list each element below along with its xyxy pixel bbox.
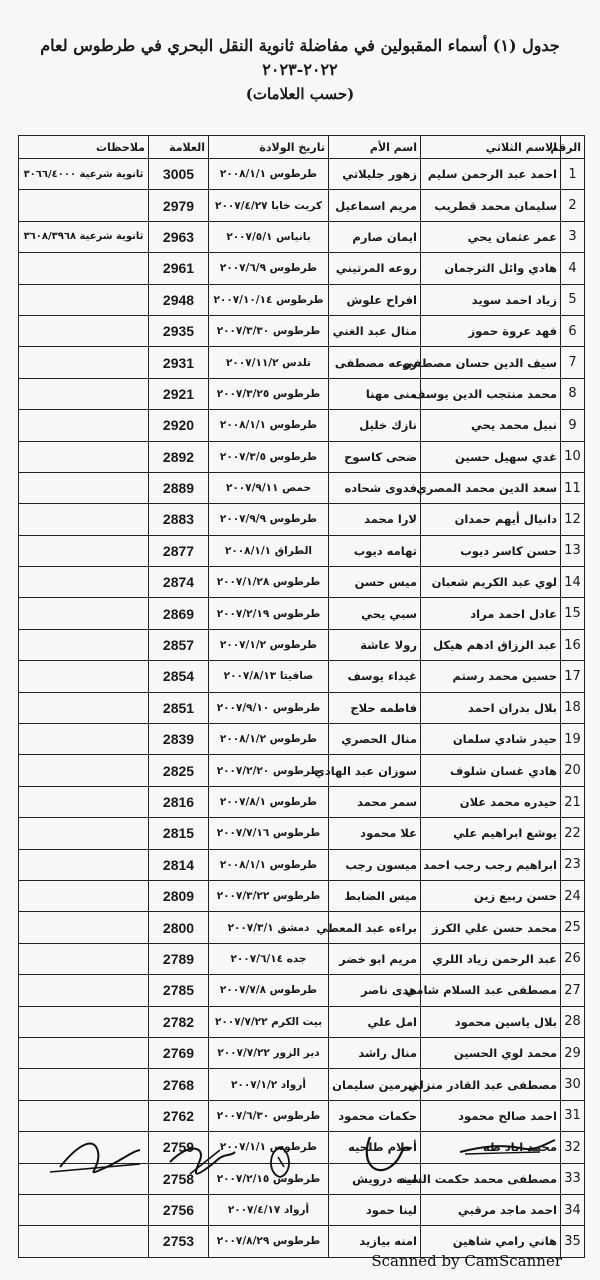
cell-name: احمد صالح محمود bbox=[421, 1100, 561, 1131]
signature-mark bbox=[460, 1140, 555, 1154]
header-name: الاسم الثلاثي bbox=[421, 136, 561, 159]
cell-notes bbox=[19, 1006, 149, 1037]
cell-num: 2 bbox=[561, 190, 585, 221]
cell-num: 3 bbox=[561, 221, 585, 252]
cell-mother: مريم ابو خضر bbox=[329, 943, 421, 974]
cell-score: 2825 bbox=[149, 755, 209, 786]
cell-notes bbox=[19, 472, 149, 503]
cell-birth: كريت خابا ٢٠٠٧/٤/٢٧ bbox=[209, 190, 329, 221]
cell-birth: طرطوس ٢٠٠٧/٢/١٥ bbox=[209, 1163, 329, 1194]
cell-name: عادل احمد مراد bbox=[421, 598, 561, 629]
cell-mother: رولا عاشة bbox=[329, 629, 421, 660]
signature-mark bbox=[367, 1137, 410, 1170]
cell-birth: طرطوس ٢٠٠٧/٧/٨ bbox=[209, 975, 329, 1006]
cell-name: سليمان محمد قطريب bbox=[421, 190, 561, 221]
cell-mother: غيداء يوسف bbox=[329, 661, 421, 692]
signature-mark bbox=[271, 1147, 289, 1177]
cell-score: 2753 bbox=[149, 1226, 209, 1257]
cell-name: هاني رامي شاهين bbox=[421, 1226, 561, 1257]
cell-mother: لينا حمود bbox=[329, 1194, 421, 1225]
cell-mother: ايمان صارم bbox=[329, 221, 421, 252]
cell-name: ابراهيم رجب رجب احمد bbox=[421, 849, 561, 880]
cell-mother: فاطمه حلاج bbox=[329, 692, 421, 723]
cell-name: هادي غسان شلوف bbox=[421, 755, 561, 786]
cell-score: 2800 bbox=[149, 912, 209, 943]
cell-num: 14 bbox=[561, 567, 585, 598]
table-row bbox=[19, 943, 585, 974]
cell-score: 2857 bbox=[149, 629, 209, 660]
cell-notes bbox=[19, 786, 149, 817]
table-row bbox=[19, 284, 585, 315]
cell-birth: طرطوس ٢٠٠٧/١/٢٨ bbox=[209, 567, 329, 598]
cell-score: 2768 bbox=[149, 1069, 209, 1100]
cell-name: احمد عبد الرحمن سليم bbox=[421, 159, 561, 190]
cell-mother: زهور جليلاتي bbox=[329, 159, 421, 190]
cell-birth: طرطوس ٢٠٠٧/٨/١ bbox=[209, 786, 329, 817]
table-row bbox=[19, 315, 585, 346]
header-notes: ملاحظات bbox=[19, 136, 149, 159]
cell-mother: لارا محمد bbox=[329, 504, 421, 535]
cell-score: 2874 bbox=[149, 567, 209, 598]
cell-score: 2782 bbox=[149, 1006, 209, 1037]
cell-num: 4 bbox=[561, 253, 585, 284]
cell-mother: امل علي bbox=[329, 1006, 421, 1037]
cell-notes bbox=[19, 284, 149, 315]
cell-score: 2935 bbox=[149, 315, 209, 346]
cell-notes bbox=[19, 504, 149, 535]
table-row bbox=[19, 472, 585, 503]
cell-notes bbox=[19, 347, 149, 378]
cell-num: 18 bbox=[561, 692, 585, 723]
cell-birth: طرطوس ٢٠٠٧/٦/٩ bbox=[209, 253, 329, 284]
results-table bbox=[18, 135, 585, 1258]
cell-mother: نازك خليل bbox=[329, 410, 421, 441]
table-row bbox=[19, 1006, 585, 1037]
cell-mother: أحلام طلحيه bbox=[329, 1132, 421, 1163]
cell-score: 2883 bbox=[149, 504, 209, 535]
table-row bbox=[19, 912, 585, 943]
cell-birth: طرطوس ٢٠٠٧/٢/١٩ bbox=[209, 598, 329, 629]
cell-score: 2920 bbox=[149, 410, 209, 441]
cell-name: يوشع ابراهيم علي bbox=[421, 818, 561, 849]
cell-score: 2839 bbox=[149, 724, 209, 755]
cell-num: 12 bbox=[561, 504, 585, 535]
cell-birth: دير الزور ٢٠٠٧/٧/٢٢ bbox=[209, 1037, 329, 1068]
cell-score: 3005 bbox=[149, 159, 209, 190]
cell-notes bbox=[19, 912, 149, 943]
cell-name: محمد حسن علي الكرز bbox=[421, 912, 561, 943]
cell-birth: بيت الكرم ٢٠٠٧/٧/٢٢ bbox=[209, 1006, 329, 1037]
cell-mother: لبنه درويش bbox=[329, 1163, 421, 1194]
cell-notes bbox=[19, 253, 149, 284]
cell-birth: دمشق ٢٠٠٧/٣/١ bbox=[209, 912, 329, 943]
document-subtitle: (حسب العلامات) bbox=[245, 85, 355, 103]
cell-birth: الطراق ٢٠٠٨/١/١ bbox=[209, 535, 329, 566]
cell-mother: سمر محمد bbox=[329, 786, 421, 817]
cell-mother: سوزان عبد الهادي bbox=[329, 755, 421, 786]
cell-num: 16 bbox=[561, 629, 585, 660]
cell-score: 2851 bbox=[149, 692, 209, 723]
cell-num: 23 bbox=[561, 849, 585, 880]
cell-notes bbox=[19, 1037, 149, 1068]
table-row bbox=[19, 880, 585, 911]
table-row bbox=[19, 849, 585, 880]
cell-score: 2789 bbox=[149, 943, 209, 974]
table-row bbox=[19, 598, 585, 629]
cell-score: 2815 bbox=[149, 818, 209, 849]
cell-num: 22 bbox=[561, 818, 585, 849]
cell-score: 2756 bbox=[149, 1194, 209, 1225]
cell-mother: فدوى شحاده bbox=[329, 472, 421, 503]
cell-mother: منال الحصري bbox=[329, 724, 421, 755]
cell-name: محمد لوي الحسين bbox=[421, 1037, 561, 1068]
cell-num: 30 bbox=[561, 1069, 585, 1100]
cell-mother: ميس الضابط bbox=[329, 880, 421, 911]
cell-name: مصطفى عبد السلام شامي bbox=[421, 975, 561, 1006]
cell-score: 2854 bbox=[149, 661, 209, 692]
cell-num: 21 bbox=[561, 786, 585, 817]
table-row bbox=[19, 253, 585, 284]
cell-num: 32 bbox=[561, 1132, 585, 1163]
cell-mother: هدى ناصر bbox=[329, 975, 421, 1006]
cell-name: فهد عروة حموز bbox=[421, 315, 561, 346]
cell-score: 2931 bbox=[149, 347, 209, 378]
cell-notes bbox=[19, 1194, 149, 1225]
cell-notes bbox=[19, 190, 149, 221]
cell-name: هادي وائل الترجمان bbox=[421, 253, 561, 284]
cell-score: 2921 bbox=[149, 378, 209, 409]
cell-score: 2869 bbox=[149, 598, 209, 629]
header-score: العلامة bbox=[149, 136, 209, 159]
cell-score: 2963 bbox=[149, 221, 209, 252]
header-birth: تاريخ الولادة bbox=[209, 136, 329, 159]
cell-num: 27 bbox=[561, 975, 585, 1006]
cell-mother: منال عبد الغني bbox=[329, 315, 421, 346]
cell-birth: طرطوس ٢٠٠٧/٣/٥ bbox=[209, 441, 329, 472]
cell-notes bbox=[19, 975, 149, 1006]
cell-mother: افراح علوش bbox=[329, 284, 421, 315]
table-row bbox=[19, 504, 585, 535]
cell-birth: طرطوس ٢٠٠٨/١/١ bbox=[209, 410, 329, 441]
cell-name: عبد الرزاق ادهم هيكل bbox=[421, 629, 561, 660]
cell-notes: ثانوية شرعية ٣٠٦٦/٤٠٠٠ bbox=[19, 159, 149, 190]
table-row bbox=[19, 755, 585, 786]
cell-birth: بانياس ٢٠٠٧/٥/١ bbox=[209, 221, 329, 252]
cell-birth: حمص ٢٠٠٧/٩/١١ bbox=[209, 472, 329, 503]
cell-notes bbox=[19, 1226, 149, 1257]
cell-notes bbox=[19, 661, 149, 692]
cell-birth: طرطوس ٢٠٠٧/١/١ bbox=[209, 1132, 329, 1163]
cell-name: حيدر شادي سلمان bbox=[421, 724, 561, 755]
cell-name: حسن ربيع زين bbox=[421, 880, 561, 911]
cell-num: 19 bbox=[561, 724, 585, 755]
cell-birth: طرطوس ٢٠٠٨/١/١ bbox=[209, 159, 329, 190]
cell-num: 15 bbox=[561, 598, 585, 629]
cell-score: 2785 bbox=[149, 975, 209, 1006]
signatures-area bbox=[40, 1122, 570, 1192]
table-row bbox=[19, 818, 585, 849]
cell-notes bbox=[19, 315, 149, 346]
cell-name: غدي سهيل حسين bbox=[421, 441, 561, 472]
cell-mother: منى مهنا bbox=[329, 378, 421, 409]
cell-notes bbox=[19, 535, 149, 566]
cell-name: لوي عبد الكريم شعبان bbox=[421, 567, 561, 598]
cell-num: 26 bbox=[561, 943, 585, 974]
cell-name: بلال بدران احمد bbox=[421, 692, 561, 723]
cell-mother: براءه عبد المعطي bbox=[329, 912, 421, 943]
cell-notes bbox=[19, 629, 149, 660]
cell-score: 2889 bbox=[149, 472, 209, 503]
cell-score: 2814 bbox=[149, 849, 209, 880]
cell-num: 24 bbox=[561, 880, 585, 911]
cell-notes: ثانوية شرعية ٣٦٠٨/٣٩٦٨ bbox=[19, 221, 149, 252]
cell-name: مصطفى عبد القادر منزلي bbox=[421, 1069, 561, 1100]
cell-mother: علا محمود bbox=[329, 818, 421, 849]
cell-num: 20 bbox=[561, 755, 585, 786]
cell-name: محمد منتجب الدين يوسف bbox=[421, 378, 561, 409]
table-row bbox=[19, 410, 585, 441]
header-mother: اسم الأم bbox=[329, 136, 421, 159]
cell-score: 2769 bbox=[149, 1037, 209, 1068]
cell-num: 28 bbox=[561, 1006, 585, 1037]
cell-score: 2758 bbox=[149, 1163, 209, 1194]
cell-mother: روعه مصطفى bbox=[329, 347, 421, 378]
cell-birth: طرطوس ٢٠٠٨/١/٢ bbox=[209, 724, 329, 755]
signature-mark bbox=[50, 1144, 140, 1173]
cell-birth: طرطوس ٢٠٠٧/١/٢ bbox=[209, 629, 329, 660]
cell-num: 8 bbox=[561, 378, 585, 409]
cell-notes bbox=[19, 724, 149, 755]
cell-score: 2948 bbox=[149, 284, 209, 315]
cell-birth: طرطوس ٢٠٠٧/٨/٢٩ bbox=[209, 1226, 329, 1257]
cell-name: عمر عثمان يحي bbox=[421, 221, 561, 252]
table-row bbox=[19, 159, 585, 190]
cell-notes bbox=[19, 567, 149, 598]
cell-name: حيدره محمد علان bbox=[421, 786, 561, 817]
header-num: الرقم bbox=[561, 136, 585, 159]
cell-birth: جده ٢٠٠٧/٦/١٤ bbox=[209, 943, 329, 974]
cell-num: 31 bbox=[561, 1100, 585, 1131]
cell-num: 5 bbox=[561, 284, 585, 315]
cell-num: 25 bbox=[561, 912, 585, 943]
cell-name: احمد ماجد مرقبي bbox=[421, 1194, 561, 1225]
cell-num: 34 bbox=[561, 1194, 585, 1225]
cell-birth: طرطوس ٢٠٠٧/٩/١٠ bbox=[209, 692, 329, 723]
cell-name: نبيل محمد يحي bbox=[421, 410, 561, 441]
cell-num: 1 bbox=[561, 159, 585, 190]
cell-score: 2979 bbox=[149, 190, 209, 221]
cell-num: 11 bbox=[561, 472, 585, 503]
cell-num: 33 bbox=[561, 1163, 585, 1194]
cell-mother: ضحى كاسوح bbox=[329, 441, 421, 472]
table-row bbox=[19, 786, 585, 817]
cell-notes bbox=[19, 849, 149, 880]
table-row bbox=[19, 724, 585, 755]
table-row bbox=[19, 221, 585, 252]
table-row bbox=[19, 347, 585, 378]
cell-num: 13 bbox=[561, 535, 585, 566]
cell-notes bbox=[19, 410, 149, 441]
cell-birth: طرطوس ٢٠٠٧/٣/٣٠ bbox=[209, 315, 329, 346]
cell-name: حسين محمد رستم bbox=[421, 661, 561, 692]
table-row bbox=[19, 567, 585, 598]
cell-birth: طرطوس ٢٠٠٧/١٠/١٤ bbox=[209, 284, 329, 315]
cell-birth: أرواد ٢٠٠٧/٤/١٧ bbox=[209, 1194, 329, 1225]
table-row bbox=[19, 190, 585, 221]
table-row bbox=[19, 692, 585, 723]
cell-birth: أرواد ٢٠٠٧/١/٢ bbox=[209, 1069, 329, 1100]
cell-mother: ميسون رجب bbox=[329, 849, 421, 880]
cell-name: حسن كاسر ديوب bbox=[421, 535, 561, 566]
cell-birth: طرطوس ٢٠٠٨/١/١ bbox=[209, 849, 329, 880]
cell-num: 17 bbox=[561, 661, 585, 692]
cell-name: سيف الدين حسان مصطفى bbox=[421, 347, 561, 378]
cell-notes bbox=[19, 692, 149, 723]
cell-name: زياد احمد سويد bbox=[421, 284, 561, 315]
cell-num: 9 bbox=[561, 410, 585, 441]
table-header-row bbox=[19, 136, 585, 159]
cell-mother: منال راشد bbox=[329, 1037, 421, 1068]
cell-num: 10 bbox=[561, 441, 585, 472]
cell-score: 2877 bbox=[149, 535, 209, 566]
cell-birth: صافيتا ٢٠٠٧/٨/١٣ bbox=[209, 661, 329, 692]
cell-notes bbox=[19, 880, 149, 911]
cell-num: 35 bbox=[561, 1226, 585, 1257]
cell-notes bbox=[19, 1069, 149, 1100]
cell-birth: طرطوس ٢٠٠٧/٢/٢٠ bbox=[209, 755, 329, 786]
cell-mother: تهامه ديوب bbox=[329, 535, 421, 566]
cell-name: محمد اياد طه bbox=[421, 1132, 561, 1163]
cell-name: دانيال أيهم حمدان bbox=[421, 504, 561, 535]
cell-score: 2892 bbox=[149, 441, 209, 472]
cell-num: 6 bbox=[561, 315, 585, 346]
table-row bbox=[19, 661, 585, 692]
cell-score: 2809 bbox=[149, 880, 209, 911]
cell-mother: ميس حسن bbox=[329, 567, 421, 598]
table-row bbox=[19, 441, 585, 472]
cell-birth: طرطوس ٢٠٠٧/٩/٩ bbox=[209, 504, 329, 535]
cell-birth: طرطوس ٢٠٠٧/٧/١٦ bbox=[209, 818, 329, 849]
cell-notes bbox=[19, 943, 149, 974]
table-row bbox=[19, 1037, 585, 1068]
cell-birth: طرطوس ٢٠٠٧/٦/٣٠ bbox=[209, 1100, 329, 1131]
cell-mother: مريم اسماعيل bbox=[329, 190, 421, 221]
cell-notes bbox=[19, 441, 149, 472]
cell-num: 29 bbox=[561, 1037, 585, 1068]
cell-name: عبد الرحمن زياد اللري bbox=[421, 943, 561, 974]
cell-mother: نيرمين سليمان bbox=[329, 1069, 421, 1100]
cell-birth: تلدس ٢٠٠٧/١١/٢ bbox=[209, 347, 329, 378]
cell-score: 2759 bbox=[149, 1132, 209, 1163]
cell-score: 2961 bbox=[149, 253, 209, 284]
cell-birth: طرطوس ٢٠٠٧/٣/٢٥ bbox=[209, 378, 329, 409]
cell-num: 7 bbox=[561, 347, 585, 378]
cell-mother: حكمات محمود bbox=[329, 1100, 421, 1131]
cell-notes bbox=[19, 378, 149, 409]
cell-mother: سبي يحي bbox=[329, 598, 421, 629]
table-row bbox=[19, 535, 585, 566]
cell-name: سعد الدين محمد المصري bbox=[421, 472, 561, 503]
table-row bbox=[19, 378, 585, 409]
cell-mother: روعه المرتيني bbox=[329, 253, 421, 284]
table-row bbox=[19, 629, 585, 660]
document-title-block bbox=[30, 34, 570, 106]
cell-mother: امنه بيازيد bbox=[329, 1226, 421, 1257]
cell-notes bbox=[19, 755, 149, 786]
cell-name: بلال ياسين محمود bbox=[421, 1006, 561, 1037]
cell-score: 2762 bbox=[149, 1100, 209, 1131]
signature-mark bbox=[170, 1149, 235, 1174]
cell-score: 2816 bbox=[149, 786, 209, 817]
table-row bbox=[19, 1194, 585, 1225]
cell-notes bbox=[19, 598, 149, 629]
document-title: جدول (١) أسماء المقبولين في مفاضلة ثانوية النقل البحري في طرطوس لعام ٢٠٢٢-٢٠٢٣ bbox=[40, 36, 560, 79]
cell-notes bbox=[19, 818, 149, 849]
cell-name: مصطفى محمد حكمت السيد bbox=[421, 1163, 561, 1194]
table-row bbox=[19, 975, 585, 1006]
table-row bbox=[19, 1069, 585, 1100]
scanner-watermark: Scanned by CamScanner bbox=[371, 1252, 562, 1270]
cell-birth: طرطوس ٢٠٠٧/٣/٢٢ bbox=[209, 880, 329, 911]
